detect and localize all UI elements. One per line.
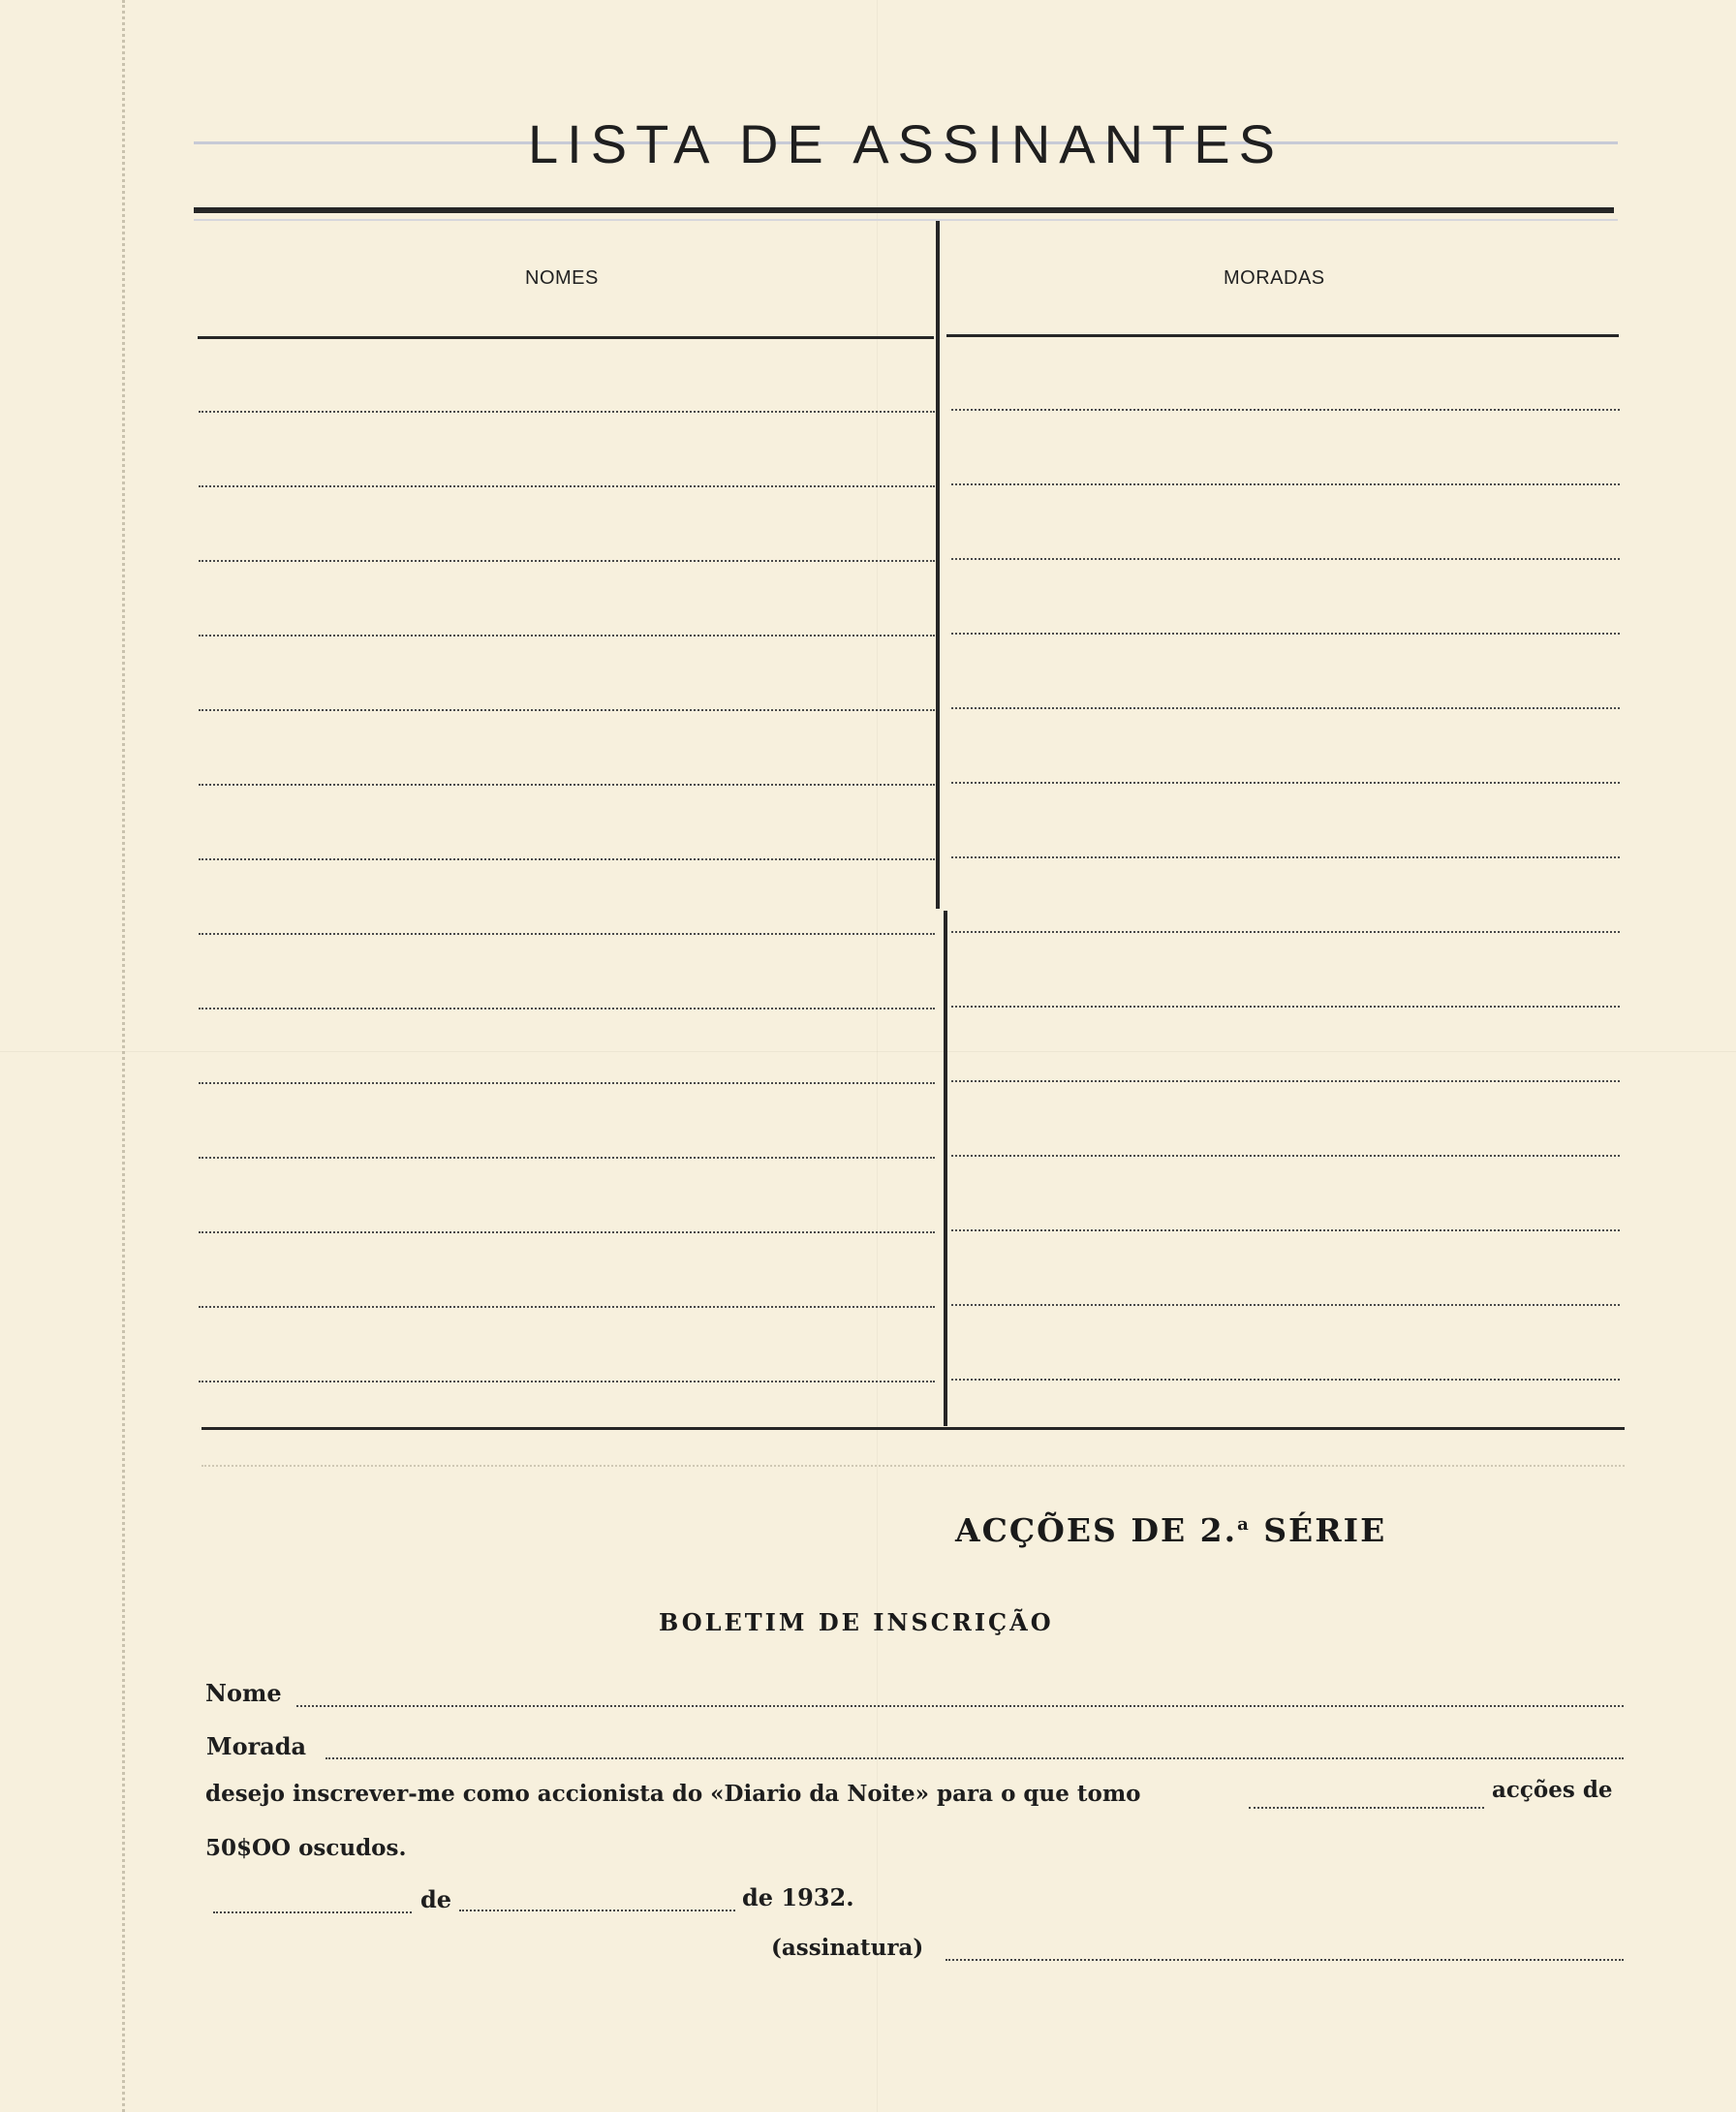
addresses-header-rule <box>946 334 1619 337</box>
name-entry-line[interactable] <box>199 858 935 860</box>
table-top-rule <box>194 207 1614 213</box>
address-entry-line[interactable] <box>951 483 1620 485</box>
table-top-subrule <box>194 219 1618 221</box>
tear-off-line <box>202 1465 1625 1467</box>
shares-quantity-field[interactable] <box>1249 1807 1484 1809</box>
perforated-edge <box>122 0 125 2112</box>
address-label: Morada <box>206 1732 307 1760</box>
address-entry-line[interactable] <box>951 558 1620 560</box>
fold-crease-horizontal <box>0 1051 1736 1052</box>
name-entry-line[interactable] <box>199 560 935 562</box>
address-entry-line[interactable] <box>951 1379 1620 1381</box>
name-entry-line[interactable] <box>199 933 935 935</box>
date-de-label: de <box>420 1885 452 1913</box>
address-entry-line[interactable] <box>951 707 1620 709</box>
column-header-names: NOMES <box>525 267 599 289</box>
date-day-field[interactable] <box>213 1911 412 1913</box>
name-entry-line[interactable] <box>199 411 935 413</box>
column-header-addresses: MORADAS <box>1224 267 1325 289</box>
address-entry-line[interactable] <box>951 931 1620 933</box>
column-divider-upper <box>936 221 940 909</box>
column-divider-lower <box>944 911 947 1426</box>
form-subtitle: BOLETIM DE INSCRIÇÃO <box>659 1608 1054 1636</box>
address-entry-line[interactable] <box>951 633 1620 635</box>
series-title-tail: SÉRIE <box>1250 1511 1387 1549</box>
statement-text: desejo inscrever-me como accionista do «Diario da Noite» para o que tomo <box>205 1781 1141 1807</box>
name-entry-line[interactable] <box>199 1157 935 1159</box>
name-entry-line[interactable] <box>199 1306 935 1308</box>
series-title-superscript: a <box>1237 1514 1251 1535</box>
address-field[interactable] <box>326 1757 1624 1759</box>
name-entry-line[interactable] <box>199 1082 935 1084</box>
address-entry-line[interactable] <box>951 856 1620 858</box>
name-entry-line[interactable] <box>199 1008 935 1009</box>
address-entry-line[interactable] <box>951 1229 1620 1231</box>
name-entry-line[interactable] <box>199 1381 935 1382</box>
table-bottom-rule <box>202 1427 1625 1430</box>
address-entry-line[interactable] <box>951 409 1620 411</box>
name-entry-line[interactable] <box>199 1231 935 1233</box>
name-entry-line[interactable] <box>199 709 935 711</box>
names-header-rule <box>198 336 934 339</box>
address-entry-line[interactable] <box>951 1006 1620 1008</box>
address-entry-line[interactable] <box>951 1080 1620 1082</box>
name-field[interactable] <box>296 1705 1624 1707</box>
address-entry-line[interactable] <box>951 1155 1620 1157</box>
date-month-field[interactable] <box>459 1910 735 1911</box>
series-title-main: ACÇÕES DE 2. <box>955 1511 1238 1549</box>
address-entry-line[interactable] <box>951 782 1620 784</box>
statement-end-text: acções de <box>1492 1777 1613 1803</box>
name-entry-line[interactable] <box>199 784 935 786</box>
name-entry-line[interactable] <box>199 485 935 487</box>
signature-label: (assinatura) <box>771 1935 924 1961</box>
name-entry-line[interactable] <box>199 635 935 637</box>
share-value-text: 50$OO oscudos. <box>205 1835 407 1861</box>
address-entry-line[interactable] <box>951 1304 1620 1306</box>
name-label: Nome <box>205 1679 282 1707</box>
signature-field[interactable] <box>946 1959 1624 1961</box>
series-title <box>955 1511 1386 1549</box>
list-title: LISTA DE ASSINANTES <box>528 113 1284 174</box>
date-year-label: de 1932. <box>742 1883 854 1911</box>
